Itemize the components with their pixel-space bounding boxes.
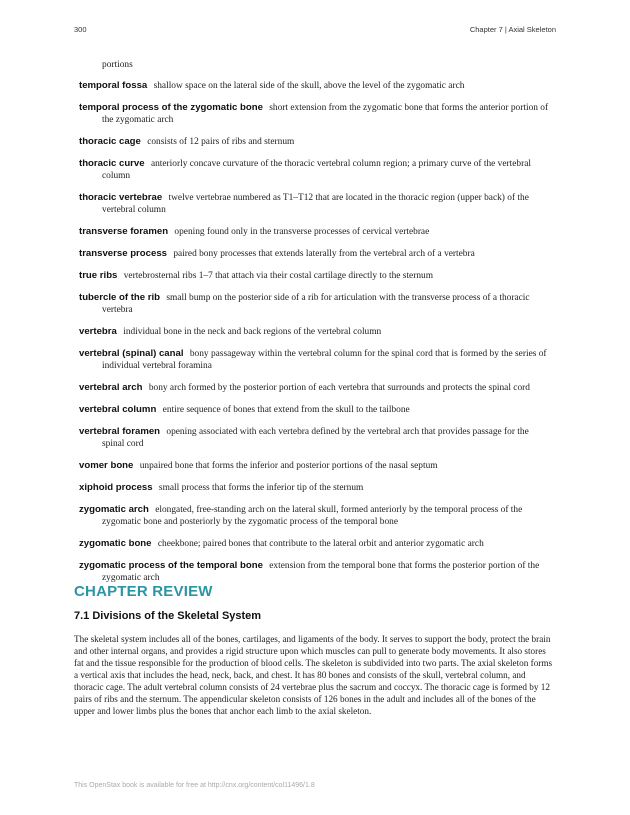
glossary-definition: twelve vertebrae numbered as T1–T12 that are located in the thoracic region (upper back) of the vertebral column: [102, 193, 529, 215]
glossary-term: true ribs: [79, 270, 118, 281]
glossary-definition: individual bone in the neck and back regions of the vertebral column: [123, 327, 382, 337]
glossary-term: vomer bone: [79, 460, 134, 471]
glossary-definition: elongated, free-standing arch on the lateral skull, formed anteriorly by the temporal process of the zygomatic bone and posteriorly by the zygomatic process of the temporal bone: [102, 505, 523, 527]
glossary-entry: [79, 404, 551, 416]
glossary-entry: [79, 80, 551, 92]
glossary-entry: [79, 348, 551, 372]
chapter-review-heading: CHAPTER REVIEW: [74, 583, 213, 600]
glossary-term: transverse process: [79, 248, 167, 259]
glossary-entry: [79, 560, 551, 584]
glossary-entry: [79, 102, 551, 126]
glossary-term: vertebral arch: [79, 382, 143, 393]
glossary-definition: bony passageway within the vertebral column for the spinal cord that is formed by the series of individual vertebral foramina: [102, 349, 547, 371]
glossary-entry: [79, 248, 551, 260]
glossary-term: transverse foramen: [79, 226, 169, 237]
review-paragraph: The skeletal system includes all of the bones, cartilages, and ligaments of the body. It serves to support the body, protect the brain and other internal organs, and provides a rigid structure upon which muscles can pull to generate body movements. It also stores fat and the tissue responsible for the production of blood cells. The skeleton is subdivided into two parts. The axial skeleton forms a vertical axis that includes the head, neck, back, and chest. It has 80 bones and consists of the skull, vertebral column, and thoracic cage. The adult vertebral column consists of 24 vertebrae plus the sacrum and coccyx. The thoracic cage is formed by 12 pairs of ribs and the sternum. The appendicular skeleton consists of 126 bones in the adult and includes all of the bones of the upper and lower limbs plus the bones that anchor each limb to the axial skeleton.: [74, 634, 553, 716]
glossary-entry: [79, 226, 551, 238]
glossary-definition: opening associated with each vertebra defined by the vertebral arch that provides passage for the spinal cord: [102, 427, 529, 449]
glossary-entry: [79, 538, 551, 550]
glossary-definition: cheekbone; paired bones that contribute to the lateral orbit and anterior zygomatic arch: [157, 539, 484, 549]
glossary-continuation: portions: [102, 60, 133, 70]
page-number: 300: [74, 25, 87, 34]
glossary-entry: [79, 158, 551, 182]
glossary-term: zygomatic bone: [79, 538, 152, 549]
glossary-term: vertebral column: [79, 404, 157, 415]
glossary-entry: [79, 192, 551, 216]
glossary-list: [79, 80, 551, 584]
glossary-definition: consists of 12 pairs of ribs and sternum: [147, 137, 295, 147]
glossary-term: vertebra: [79, 326, 117, 337]
glossary-definition: opening found only in the transverse processes of cervical vertebrae: [174, 227, 430, 237]
section-title: 7.1 Divisions of the Skeletal System: [74, 610, 262, 622]
glossary-term: xiphoid process: [79, 482, 153, 493]
glossary-definition: small bump on the posterior side of a rib for articulation with the transverse process of a thoracic vertebra: [102, 293, 530, 315]
glossary-entry: [79, 460, 551, 472]
glossary-definition: unpaired bone that forms the inferior and posterior portions of the nasal septum: [139, 461, 438, 471]
glossary-definition: entire sequence of bones that extend from the skull to the tailbone: [162, 405, 410, 415]
glossary-term: zygomatic arch: [79, 504, 149, 515]
running-head: Chapter 7 | Axial Skeleton: [469, 25, 556, 34]
glossary-term: vertebral foramen: [79, 426, 161, 437]
glossary-definition: anteriorly concave curvature of the thoracic vertebral column region; a primary curve of the vertebral column: [102, 159, 531, 181]
glossary-term: thoracic cage: [79, 136, 141, 147]
glossary-entry: [79, 292, 551, 316]
glossary-definition: shallow space on the lateral side of the skull, above the level of the zygomatic arch: [153, 81, 465, 91]
glossary-term: temporal fossa: [79, 80, 148, 91]
glossary-definition: vertebrosternal ribs 1–7 that attach via their costal cartilage directly to the sternum: [123, 271, 433, 281]
glossary-term: tubercle of the rib: [79, 292, 161, 303]
glossary-term: zygomatic process of the temporal bone: [79, 560, 263, 571]
glossary-entry: [79, 504, 551, 528]
glossary-definition: small process that forms the inferior tip of the sternum: [158, 483, 364, 493]
glossary-term: thoracic vertebrae: [79, 192, 163, 203]
glossary-definition: short extension from the zygomatic bone that forms the anterior portion of the zygomatic arch: [102, 103, 549, 125]
glossary-entry: [79, 482, 551, 494]
glossary-entry: [79, 136, 551, 148]
glossary-entry: [79, 382, 551, 394]
glossary-term: thoracic curve: [79, 158, 145, 169]
glossary: [79, 59, 551, 594]
glossary-definition: extension from the temporal bone that forms the posterior portion of the zygomatic arch: [102, 561, 540, 583]
glossary-definition: bony arch formed by the posterior portion of each vertebra that surrounds and protects the spinal cord: [148, 383, 530, 393]
footer-note: This OpenStax book is available for free at http://cnx.org/content/col11496/1.8: [74, 782, 315, 789]
glossary-entry: [79, 426, 551, 450]
glossary-definition: paired bony processes that extends laterally from the vertebral arch of a vertebra: [173, 249, 475, 259]
glossary-entry: [79, 270, 551, 282]
glossary-term: vertebral (spinal) canal: [79, 348, 184, 359]
glossary-entry: [79, 326, 551, 338]
glossary-term: temporal process of the zygomatic bone: [79, 102, 263, 113]
